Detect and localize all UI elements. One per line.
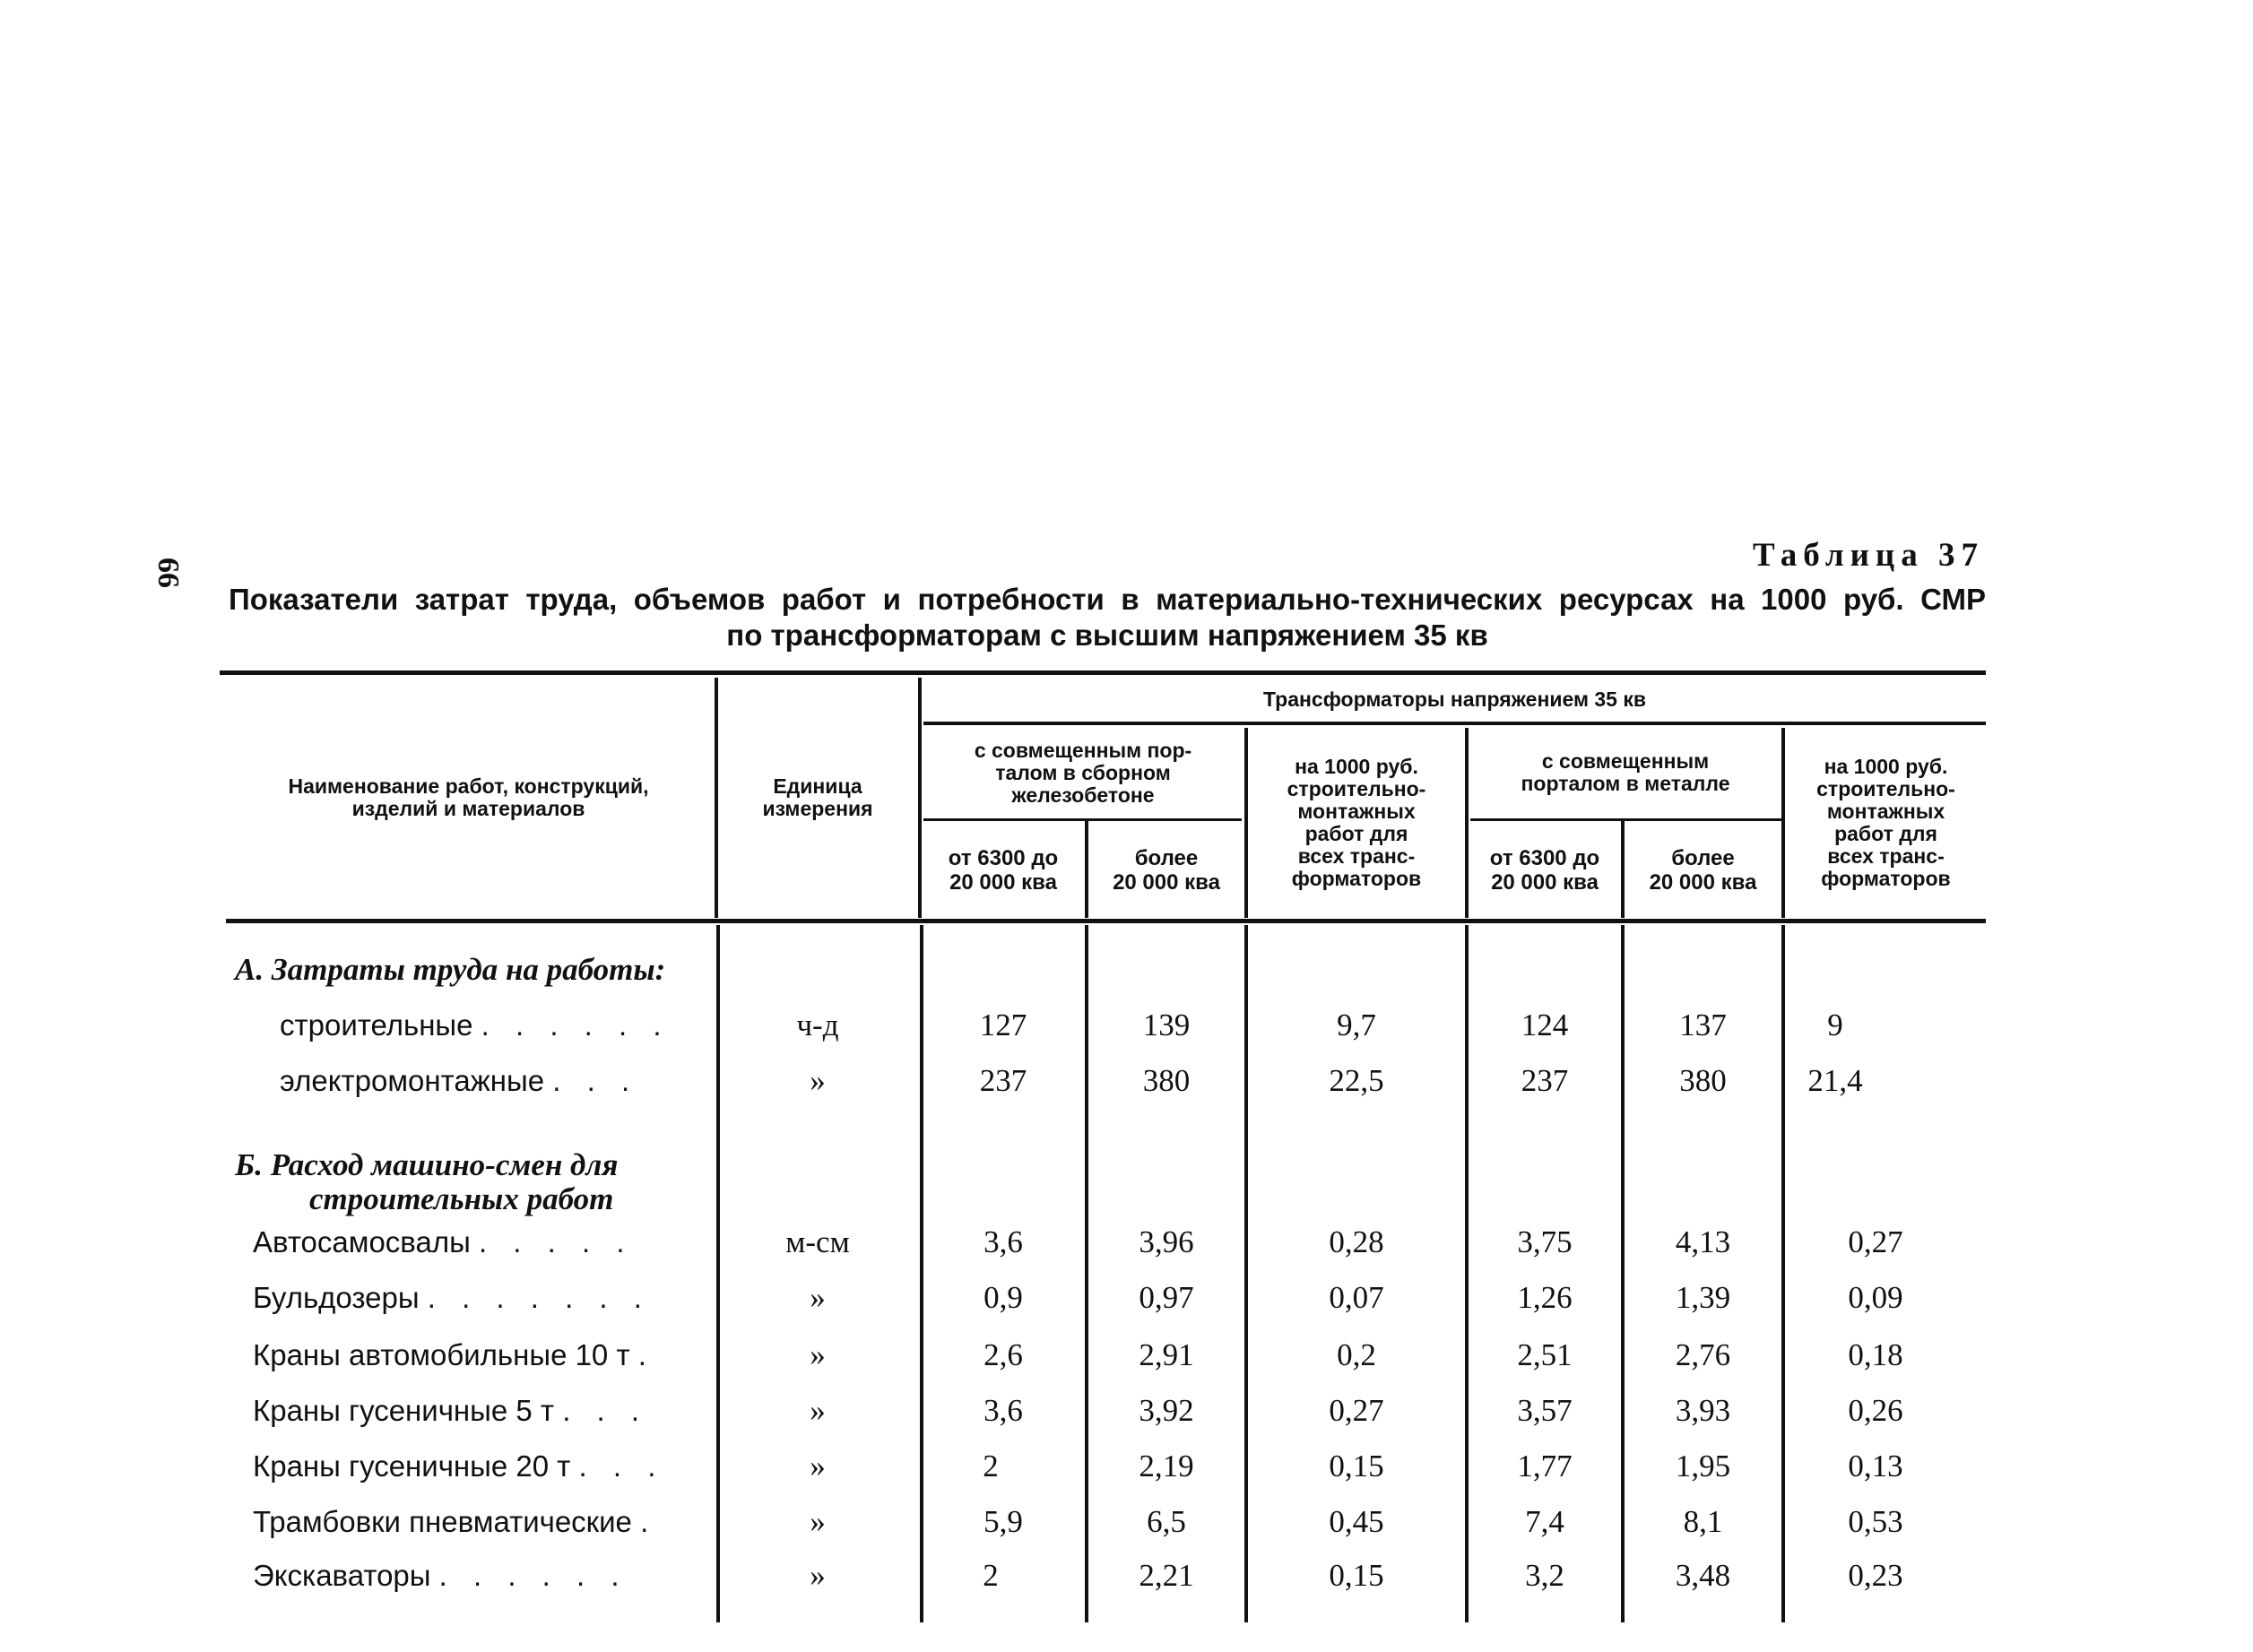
header-concrete-portal: с совмещенным пор- талом в сборном железобетоне [974,738,1192,807]
header-col-divider [1085,821,1088,918]
row-value: 0,18 [1848,1337,1903,1372]
row-value: 2,91 [1139,1337,1194,1372]
row-value: 380 [1679,1063,1727,1098]
row-name: Краны автомобильные 10 т . [253,1338,655,1371]
row-value: 0,27 [1329,1393,1384,1428]
header-metal-portal: с совмещенным порталом в металле [1521,749,1730,795]
row-value: 1,95 [1675,1449,1731,1483]
row-name: Краны гусеничные 20 т . . . [253,1449,665,1483]
row-value: 21,4 [1807,1063,1863,1098]
row-value: 3,57 [1517,1393,1573,1428]
row-name: Краны гусеничные 5 т . . . [253,1394,649,1427]
row-value: 3,93 [1675,1393,1731,1428]
subgroup-rule-concrete [923,818,1242,821]
row-value: 3,92 [1139,1393,1194,1428]
row-name: Бульдозеры . . . . . . . [253,1281,651,1314]
row-value: 0,9 [984,1280,1023,1315]
row-value: 0,45 [1329,1504,1384,1539]
table-row [0,1060,2253,1103]
row-value: 0,15 [1329,1449,1384,1483]
section-title-continued: строительных работ [309,1181,614,1216]
table-row [0,1004,2253,1047]
row-name: электромонтажные . . . [280,1064,639,1097]
row-value: 2,51 [1517,1337,1573,1372]
row-value: 2,76 [1675,1337,1731,1372]
row-value: 139 [1142,1008,1191,1042]
row-value: 2,21 [1139,1558,1194,1593]
table-label: Таблица 37 [1753,537,1984,574]
row-value: 137 [1679,1008,1727,1042]
header-col-divider [918,678,922,918]
header-unit-column: Единица измерения [762,774,873,820]
header-col-divider [715,678,718,918]
section-title: Б. Расход машино-смен для [235,1147,619,1182]
table-row [0,1389,2253,1432]
table-row [0,1334,2253,1377]
row-value: 124 [1521,1008,1569,1042]
header-col-divider [1244,728,1248,918]
row-value: 0,09 [1848,1280,1903,1315]
table-caption-line1: Показатели затрат труда, объемов работ и потребности в материально-технических ресурсах на 1000 руб. СМР [229,583,1986,616]
header-range-low-metal: от 6300 до 20 000 ква [1489,846,1600,895]
header-bottom-rule [226,919,1986,923]
row-value: 0,27 [1848,1224,1903,1259]
header-range-high-concrete: более 20 000 ква [1113,846,1220,895]
row-unit: » [810,1337,826,1372]
row-unit: м-см [785,1224,850,1259]
row-value: 237 [1521,1063,1569,1098]
header-transformer-group: Трансформаторы напряжением 35 кв [1263,687,1646,711]
header-name-column: Наименование работ, конструкций, изделий и материалов [288,774,649,820]
row-value: 2,6 [984,1337,1023,1372]
row-unit: » [810,1504,826,1539]
group-header-rule [923,722,1986,725]
header-per-1000-concrete: на 1000 руб. строительно- монтажных работ для всех транс- форматоров [1287,755,1426,890]
row-value: 2 [983,1558,999,1593]
page-number: 66 [152,558,185,588]
table-row [0,1554,2253,1597]
row-value: 0,26 [1848,1393,1903,1428]
row-value: 7,4 [1525,1504,1564,1539]
row-value: 0,28 [1329,1224,1384,1259]
header-per-1000-metal: на 1000 руб. строительно- монтажных работ для всех транс- форматоров [1816,755,1955,890]
row-value: 1,77 [1517,1449,1573,1483]
row-value: 0,2 [1337,1337,1376,1372]
row-value: 3,6 [984,1224,1023,1259]
table-row [0,1445,2253,1488]
row-unit: » [810,1449,826,1483]
row-value: 3,48 [1675,1558,1731,1593]
row-value: 0,15 [1329,1558,1384,1593]
row-value: 0,53 [1848,1504,1903,1539]
row-name: Экскаваторы . . . . . . [253,1559,628,1592]
row-value: 1,39 [1675,1280,1731,1315]
row-value: 0,97 [1139,1280,1194,1315]
row-value: 6,5 [1147,1504,1186,1539]
row-unit: » [810,1280,826,1315]
row-value: 4,13 [1675,1224,1731,1259]
row-value: 0,07 [1329,1280,1384,1315]
row-value: 380 [1142,1063,1191,1098]
row-value: 5,9 [984,1504,1023,1539]
header-col-divider [1465,728,1469,918]
row-value: 3,2 [1525,1558,1564,1593]
row-value: 2,19 [1139,1449,1194,1483]
row-name: Трамбовки пневматические . [253,1505,658,1538]
header-range-low-concrete: от 6300 до 20 000 ква [948,846,1059,895]
table-top-rule [220,670,1986,675]
row-value: 8,1 [1683,1504,1723,1539]
row-value: 3,75 [1517,1224,1573,1259]
row-value: 0,13 [1848,1449,1903,1483]
subgroup-rule-metal [1470,818,1784,821]
row-value: 127 [979,1008,1027,1042]
row-value: 0,23 [1848,1558,1903,1593]
header-col-divider [1621,821,1625,918]
row-value: 237 [979,1063,1027,1098]
row-unit: » [810,1063,826,1098]
row-value: 3,96 [1139,1224,1194,1259]
table-caption-line2: по трансформаторам с высшим напряжением 35 кв [726,618,1488,652]
row-unit: » [810,1558,826,1593]
table-row [0,1501,2253,1544]
row-unit: ч-д [796,1008,839,1042]
header-col-divider [1781,728,1785,918]
row-value: 9 [1827,1008,1843,1042]
row-value: 9,7 [1337,1008,1376,1042]
row-value: 2 [983,1449,999,1483]
table-row [0,1221,2253,1264]
row-unit: » [810,1393,826,1428]
section-title: А. Затраты труда на работы: [235,952,666,987]
table-row [0,1276,2253,1319]
row-value: 1,26 [1517,1280,1573,1315]
row-value: 22,5 [1329,1063,1384,1098]
row-name: строительные . . . . . . [280,1008,671,1042]
row-name: Автосамосвалы . . . . . [253,1225,634,1258]
row-value: 3,6 [984,1393,1023,1428]
header-range-high-metal: более 20 000 ква [1649,846,1757,895]
